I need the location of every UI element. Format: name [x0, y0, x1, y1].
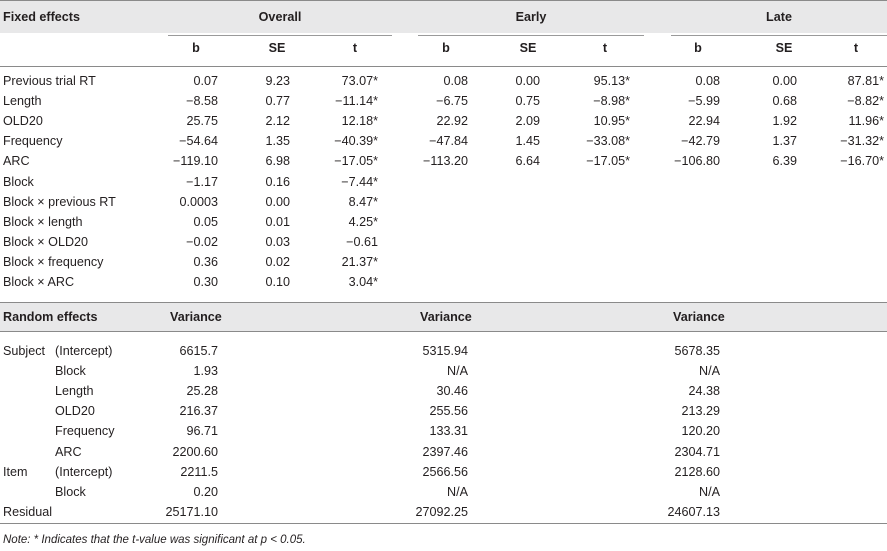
cell-early-b: 22.92 — [436, 114, 468, 129]
row-label: Block — [55, 364, 86, 379]
row-label: Frequency — [3, 134, 63, 149]
col-header-se: SE — [775, 41, 793, 55]
cell-variance-early: N/A — [447, 364, 468, 379]
row-label: Block — [55, 484, 86, 499]
col-header-t: t — [602, 41, 608, 55]
cell-variance-early: N/A — [447, 484, 468, 499]
cell-overall-t: −11.14* — [335, 94, 378, 109]
cell-overall-t: 4.25* — [348, 214, 378, 229]
cell-variance-early: 2397.46 — [422, 444, 468, 459]
table-note: Note: * Indicates that the t-value was significant at p < 0.05. — [3, 534, 306, 546]
cell-overall-b: 0.0003 — [179, 194, 218, 209]
cell-early-b: −6.75 — [436, 94, 468, 109]
cell-overall-t: 21.37* — [341, 254, 378, 269]
col-header-b: b — [192, 41, 200, 55]
cell-early-b: −113.20 — [423, 154, 468, 169]
cell-late-t: −8.82* — [847, 94, 884, 109]
random-header-rule — [0, 331, 887, 332]
cell-overall-b: 25.75 — [186, 114, 218, 129]
col-header-se: SE — [268, 41, 286, 55]
cell-overall-t: 8.47* — [348, 194, 378, 209]
cell-variance-late: 213.29 — [681, 404, 720, 419]
cell-late-t: −16.70* — [840, 154, 884, 169]
cell-variance-late: 120.20 — [681, 424, 720, 439]
cell-variance-overall: 25.28 — [186, 384, 218, 399]
col-header-se: SE — [519, 41, 537, 55]
col-header-t: t — [352, 41, 358, 55]
cell-overall-se: 0.02 — [265, 254, 290, 269]
random-effects-title: Random effects — [3, 310, 98, 324]
cell-overall-t: −7.44* — [341, 174, 378, 189]
cell-late-t: 87.81* — [847, 74, 884, 88]
cell-variance-early: 133.31 — [429, 424, 468, 439]
cell-overall-se: 1.35 — [265, 134, 290, 149]
group-header-overall: Overall — [258, 10, 302, 24]
cell-variance-overall: 96.71 — [186, 424, 218, 439]
early-group-rule — [418, 35, 644, 36]
cell-late-b: −5.99 — [688, 94, 720, 109]
cell-overall-b: 0.05 — [193, 214, 218, 229]
cell-variance-overall: 6615.7 — [179, 344, 218, 358]
cell-variance-late: N/A — [699, 364, 720, 379]
fixed-effects-title: Fixed effects — [3, 10, 80, 24]
cell-overall-b: −54.64 — [179, 134, 218, 149]
cell-early-t: 95.13* — [593, 74, 630, 88]
overall-group-rule — [168, 35, 392, 36]
cell-overall-t: 12.18* — [341, 114, 378, 129]
cell-late-t: −31.32* — [840, 134, 884, 149]
cell-early-se: 0.75 — [515, 94, 540, 109]
cell-early-b: 0.08 — [443, 74, 468, 88]
cell-early-t: −33.08* — [586, 134, 630, 149]
cell-overall-b: 0.36 — [193, 254, 218, 269]
cell-variance-overall: 2211.5 — [180, 464, 218, 479]
cell-variance-early: 30.46 — [436, 384, 468, 399]
col-header-b: b — [694, 41, 702, 55]
top-rule — [0, 0, 887, 1]
cell-early-se: 2.09 — [515, 114, 540, 129]
row-label: Previous trial RT — [3, 74, 96, 88]
cell-overall-t: −17.05* — [334, 154, 378, 169]
cell-variance-early: 2566.56 — [422, 464, 468, 479]
cell-variance-overall: 2200.60 — [172, 444, 218, 459]
row-label: Length — [3, 94, 42, 109]
cell-overall-se: 0.03 — [265, 234, 290, 249]
cell-early-se: 0.00 — [515, 74, 540, 88]
cell-late-se: 0.00 — [772, 74, 797, 88]
cell-overall-se: 0.77 — [265, 94, 290, 109]
row-label: Frequency — [55, 424, 115, 439]
row-label: Block × ARC — [3, 275, 75, 289]
cell-overall-se: 6.98 — [265, 154, 290, 169]
cell-overall-t: 3.04* — [348, 275, 378, 289]
row-label: OLD20 — [3, 114, 43, 129]
cell-variance-late: 24.38 — [688, 384, 720, 399]
cell-variance-late: 2128.60 — [674, 464, 720, 479]
cell-early-se: 6.64 — [515, 154, 540, 169]
cell-variance-late: 5678.35 — [674, 344, 720, 358]
cell-early-t: −8.98* — [593, 94, 630, 109]
cell-variance-early: 255.56 — [429, 404, 468, 419]
section-rule — [0, 302, 887, 303]
row-label: ARC — [3, 154, 30, 169]
row-label: Block × previous RT — [3, 194, 116, 209]
cell-late-t: 11.96* — [848, 114, 884, 129]
cell-early-se: 1.45 — [515, 134, 540, 149]
header-rule — [0, 66, 887, 67]
cell-variance-early: 5315.94 — [422, 344, 468, 358]
cell-overall-b: −119.10 — [173, 154, 218, 169]
cell-early-t: −17.05* — [586, 154, 630, 169]
cell-overall-t: −40.39* — [334, 134, 378, 149]
cell-variance-overall: 1.93 — [193, 364, 218, 379]
cell-overall-b: −0.02 — [186, 234, 218, 249]
cell-variance-late: N/A — [699, 484, 720, 499]
cell-late-se: 1.92 — [772, 114, 797, 129]
cell-late-se: 0.68 — [772, 94, 797, 109]
late-group-rule — [671, 35, 887, 36]
cell-late-b: 22.94 — [688, 114, 720, 129]
cell-late-se: 1.37 — [772, 134, 797, 149]
col-header-variance-early: Variance — [420, 310, 472, 324]
row-group: Item — [3, 464, 28, 479]
row-label: OLD20 — [55, 404, 95, 419]
row-label: ARC — [55, 444, 82, 459]
row-label: (Intercept) — [55, 344, 113, 358]
group-header-early: Early — [515, 10, 547, 24]
cell-early-b: −47.84 — [429, 134, 468, 149]
cell-overall-se: 9.23 — [265, 74, 290, 88]
group-header-late: Late — [766, 10, 792, 24]
row-label: Block — [3, 174, 34, 189]
cell-overall-b: −1.17 — [186, 174, 218, 189]
col-header-variance-late: Variance — [673, 310, 725, 324]
cell-overall-se: 0.00 — [265, 194, 290, 209]
cell-overall-t: −0.61 — [346, 234, 378, 249]
cell-overall-se: 2.12 — [265, 114, 290, 129]
col-header-b: b — [442, 41, 450, 55]
cell-late-se: 6.39 — [772, 154, 797, 169]
row-label: Block × length — [3, 214, 83, 229]
cell-variance-overall: 25171.10 — [165, 504, 218, 519]
row-group: Subject — [3, 344, 46, 358]
row-label: Block × frequency — [3, 254, 104, 269]
cell-late-b: −42.79 — [681, 134, 720, 149]
row-label: Length — [55, 384, 94, 399]
row-label: (Intercept) — [55, 464, 113, 479]
col-header-t: t — [853, 41, 859, 55]
row-group: Residual — [3, 504, 53, 519]
cell-overall-se: 0.01 — [265, 214, 290, 229]
cell-overall-t: 73.07* — [341, 74, 378, 88]
cell-variance-late: 2304.71 — [674, 444, 720, 459]
cell-early-t: 10.95* — [593, 114, 630, 129]
cell-variance-early: 27092.25 — [415, 504, 468, 519]
cell-variance-overall: 216.37 — [179, 404, 218, 419]
bottom-rule — [0, 523, 887, 524]
row-label: Block × OLD20 — [3, 234, 89, 249]
cell-variance-late: 24607.13 — [667, 504, 720, 519]
cell-overall-b: −8.58 — [186, 94, 218, 109]
cell-late-b: −106.80 — [674, 154, 720, 169]
cell-variance-overall: 0.20 — [193, 484, 218, 499]
col-header-variance-overall: Variance — [170, 310, 222, 324]
cell-late-b: 0.08 — [695, 74, 720, 88]
cell-overall-se: 0.16 — [265, 174, 290, 189]
cell-overall-se: 0.10 — [265, 275, 290, 289]
cell-overall-b: 0.30 — [193, 275, 218, 289]
cell-overall-b: 0.07 — [193, 74, 218, 88]
